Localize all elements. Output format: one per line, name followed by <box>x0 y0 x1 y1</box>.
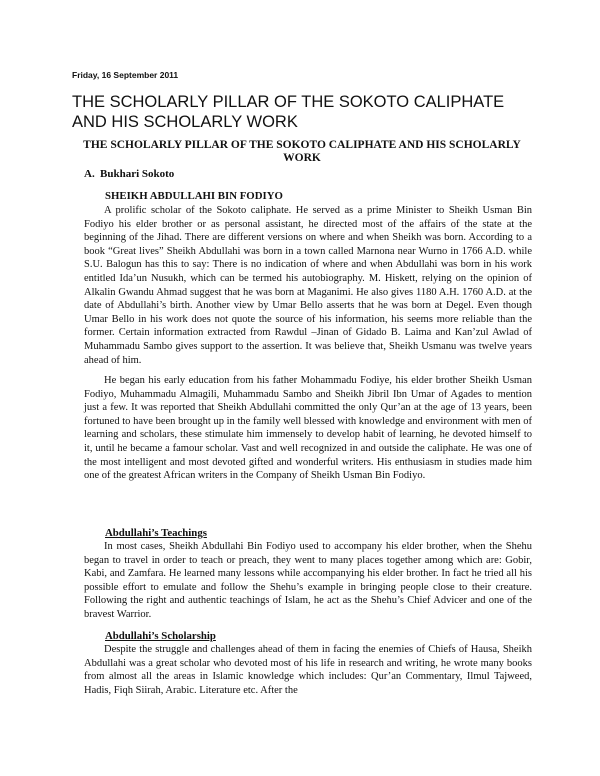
paragraph-scholarship-text: Despite the struggle and challenges ahead of them in facing the enemies of Chiefs of Hausa, Sheikh Abdullahi was a great scholar who devoted most of his life in research and writing, he wrote many books from almost all the areas in Islamic knowledge which includes: Qur’an Commentary, Ilmul Tajweed, Hadis, Fiqh Siirah, Arabic. Literature etc. After the <box>84 644 532 696</box>
heading-scholarship: Abdullahi’s Scholarship <box>105 630 216 642</box>
section-letter: A. <box>84 168 95 180</box>
paragraph-teachings <box>84 540 532 622</box>
paragraph-education <box>84 374 532 483</box>
section-heading <box>84 168 174 180</box>
paragraph-teachings-text: In most cases, Sheikh Abdullahi Bin Fodiyo used to accompany his elder brother, when the Shehu began to travel in order to teach or preach, they went to many places together among which are: Gobir, Kabi, and Zamfara. He learned many lessons while accompanying his elder brother. In fact he tried all his possible effort to emulate and follow the Shehu’s example in bringing people close to their creature. Following the right and authentic teachings of Islam, he act as the Shehu’s Chief Advicer and one of the bravest Warrior. <box>84 541 532 620</box>
paragraph-biography-text: A prolific scholar of the Sokoto caliphate. He served as a prime Minister to Sheikh Usman Bin Fodiyo his elder brother or as personal assistant, he directed most of the affairs of the state at the beginning of the Jihad. There are different versions on where and when Sheikh was born. According to a book “Great lives” Sheikh Abdullahi was born in a town called Marnona near Wurno in 1766 A.D. while S.U. Balogun has this to say: There is no indication of where and when Abdullahi was born in his work entitled Ida’un Nusukh, which can be termed his autobiography. M. Hiskett, relying on the opinion of Alkalin Gwandu Ahmad suggest that he was born at Maganimi. He also gives 1180 A.H. 1760 A.D. at the date of Abdullahi’s birth. Another view by Umar Bello asserts that he was born at Degel. Even though Umar Bello in his work does not quote the source of his information, his seems more reliable than the former. Certain information extracted from Rawdul –Jinan of Gidado B. Laima and Kan’zul Awlad of Muhammadu Sambo gives support to the assertion. It was believe that, Sheikh Usmanu was twelve years ahead of him. <box>84 205 532 366</box>
page-title: THE SCHOLARLY PILLAR OF THE SOKOTO CALIPHATE AND HIS SCHOLARLY WORK <box>72 93 505 131</box>
paragraph-education-text: He began his early education from his father Mohammadu Fodiye, his elder brother Sheikh Usman Fodiyo, Muhammadu Almagili, Muhammadu Sambo and Sheikh Jibril Ibn Umar of Agades to mention just a few. It was reported that Sheikh Abdullahi committed the only Qur’an at the age of 13 years, been fortuned to have been brought up in the family well blessed with knowledge and environment with men of learning and scholars, these stimulate him immensely to develop habit of learning, he devoted himself to it, until he became a famour scholar. Vast and well recognized in and outside the caliphate. He was one of the most intelligent and most devoted gifted and wonderful writers. His enthusiasm in studies made him one of the greatest African writers in the Company of Sheikh Usman Bin Fodiyo. <box>84 375 532 482</box>
heading-teachings: Abdullahi’s Teachings <box>105 527 207 539</box>
section-name: Bukhari Sokoto <box>100 168 175 180</box>
paragraph-scholarship <box>84 643 532 697</box>
paragraph-biography <box>84 204 532 367</box>
document-subtitle: THE SCHOLARLY PILLAR OF THE SOKOTO CALIPHATE AND HIS SCHOLARLY WORK <box>83 139 521 164</box>
heading-sheikh-abdullahi: SHEIKH ABDULLAHI BIN FODIYO <box>105 190 283 202</box>
post-date: Friday, 16 September 2011 <box>72 70 179 80</box>
